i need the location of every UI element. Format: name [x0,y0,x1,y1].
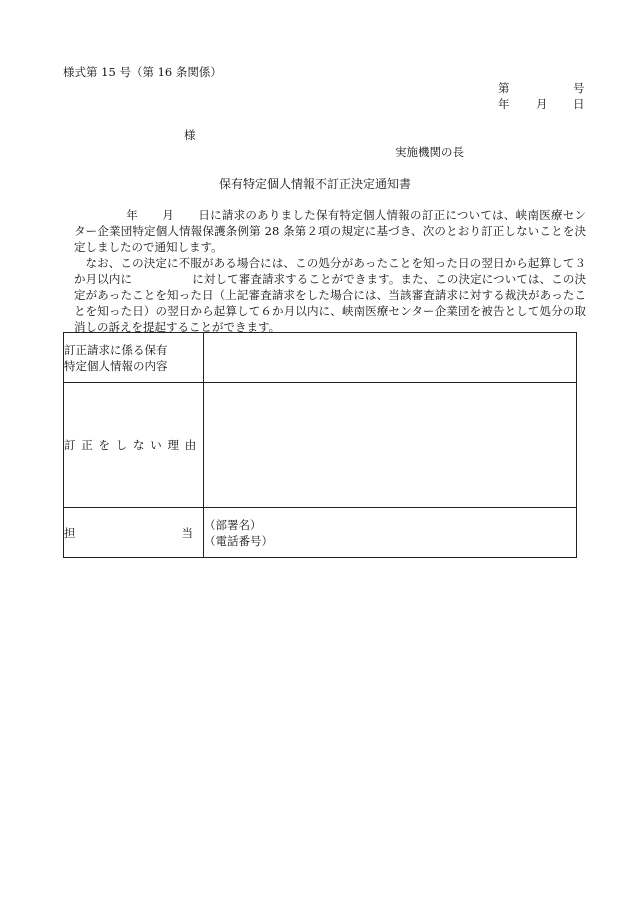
request-year-label: 年 [126,208,139,222]
content-label-cell [64,333,204,383]
table-row-reason [64,383,577,508]
date-month-label: 月 [536,97,548,111]
date-day-label: 日 [573,97,585,111]
contact-value-cell [204,508,577,558]
content-label-line1: 訂正請求に係る保有 [64,342,168,357]
request-paragraph-text: 日に請求のありました保有特定個人情報の訂正については、峡南医療センター企業団特定個人情報保護条例第 28 条第２項の規定に基づき、次のとおり訂正しないことを決定しましたので通知します。 [74,208,586,254]
department-field-label: （部署名） [204,517,262,532]
appeal-paragraph [74,255,586,335]
date-year-label: 年 [498,97,510,111]
appeal-text-part1: なお、この決定に不服がある場合には、この処分があったことを知った日の翌日から起算して３か月以内に [74,256,586,286]
notice-details-table [63,332,577,558]
form-number: 様式第 15 号（第 16 条関係） [63,65,222,79]
contact-label-right: 当 [181,525,193,540]
document-number-prefix: 第 [498,81,510,95]
contact-label-left: 担 [64,525,76,540]
document-title: 保有特定個人情報不訂正決定通知書 [218,177,411,191]
reason-label: 訂正をしない理由 [64,438,202,452]
addressee-honorific: 様 [184,128,196,142]
contact-label-cell [64,508,204,558]
reason-value-cell [204,383,577,508]
request-month-label: 月 [162,208,175,222]
table-row-content [64,333,577,383]
phone-field-label: （電話番号） [204,533,273,548]
notice-body [74,207,586,335]
reason-label-cell [64,383,204,508]
request-paragraph [74,207,586,255]
appeal-text-part2: に対して審査請求することができます。また、この決定については、この決定があったことを知った日（上記審査請求をした場合には、当該審査請求に対する裁決があったことを知った日）の翌日から起算して６か月以内に、峡南医療センター企業団を被告として処分の取消しの訴えを提起することができます。 [74,272,587,334]
table-row-contact [64,508,577,558]
content-value-cell [204,333,577,383]
sender-title: 実施機関の長 [395,145,464,159]
document-number-suffix: 号 [573,81,585,95]
content-label-line2: 特定個人情報の内容 [64,358,168,373]
